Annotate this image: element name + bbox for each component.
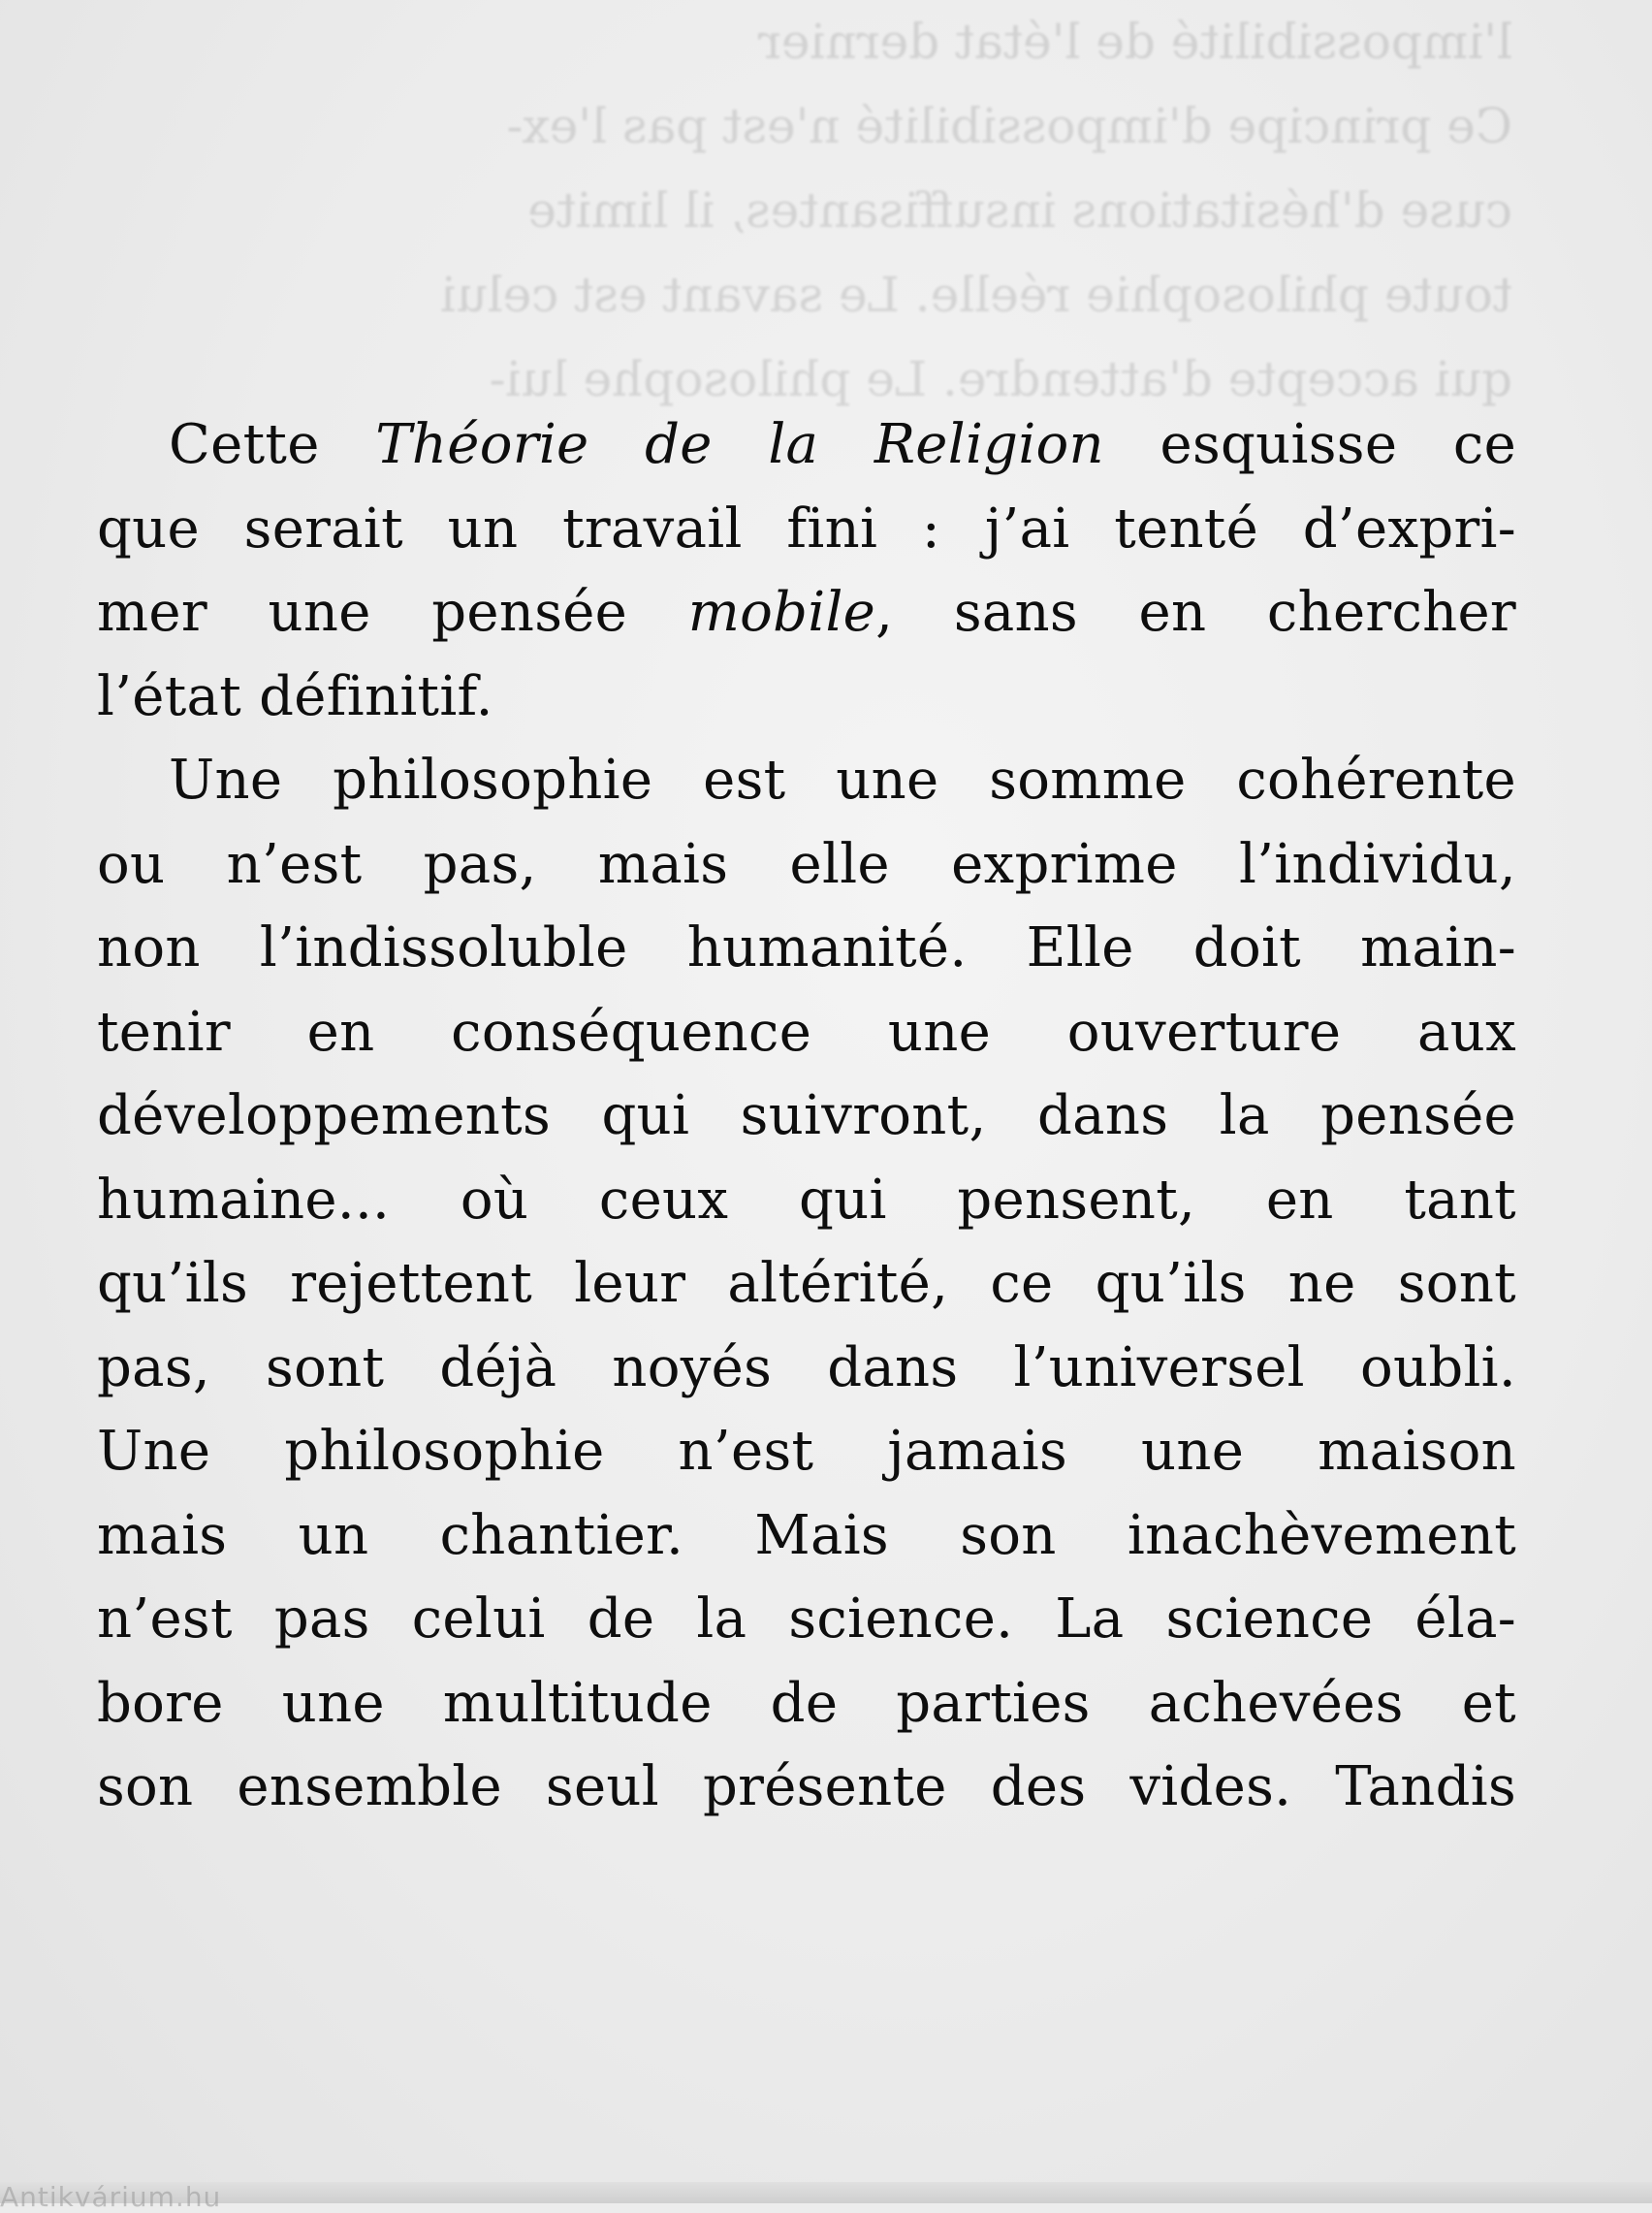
text-segment: mer une pensée <box>97 581 688 644</box>
text-line <box>97 488 1516 572</box>
text-segment: tenir en conséquence une ouverture aux <box>97 1000 1516 1064</box>
bleed-through-text <box>97 0 1512 407</box>
text-segment: humaine... où ceux qui pensent, en tant <box>97 1168 1516 1232</box>
text-line <box>97 1242 1516 1327</box>
paragraph <box>97 739 1516 1830</box>
watermark: Antikvárium.hu <box>0 2181 222 2213</box>
text-segment: Une philosophie est une somme cohérente <box>169 749 1516 812</box>
text-segment: développements qui suivront, dans la pensée <box>97 1084 1516 1147</box>
text-segment: l’état définitif. <box>97 664 493 728</box>
text-line <box>97 1410 1516 1494</box>
paragraph <box>97 403 1516 739</box>
text-segment: esquisse ce <box>1103 413 1517 476</box>
text-line <box>97 403 1516 488</box>
text-line <box>97 1327 1516 1411</box>
text-segment: n’est pas celui de la science. La science éla- <box>97 1588 1516 1651</box>
text-line <box>97 1074 1516 1159</box>
text-segment: ou n’est pas, mais elle exprime l’individu, <box>97 832 1516 896</box>
text-line <box>97 739 1516 823</box>
text-segment: qu’ils rejettent leur altérité, ce qu’ils ne sont <box>97 1252 1516 1315</box>
text-segment: bore une multitude de parties achevées et <box>97 1671 1516 1735</box>
text-segment: que serait un travail fini : j’ai tenté d’expri- <box>97 497 1516 561</box>
text-line <box>97 1578 1516 1662</box>
italic-text: Théorie de la Religion <box>375 413 1104 476</box>
text-line <box>97 571 1516 656</box>
text-segment: pas, sont déjà noyés dans l’universel oubli. <box>97 1335 1516 1399</box>
page-bottom-edge <box>0 2182 1652 2203</box>
text-segment: , sans en chercher <box>875 581 1516 644</box>
bleed-line: cuse d'hésitations insuffisantes, il limite <box>527 182 1512 239</box>
text-line <box>97 1494 1516 1579</box>
text-line <box>97 907 1516 991</box>
italic-text: mobile <box>687 581 876 644</box>
text-line <box>97 1159 1516 1243</box>
bleed-line: toute philosophie réelle. Le savant est celui <box>440 267 1512 323</box>
bleed-line: l'impossibilité de l'état dernier <box>757 14 1512 70</box>
text-segment: Cette <box>169 413 376 476</box>
text-line <box>97 1662 1516 1747</box>
text-line <box>97 823 1516 908</box>
text-line <box>97 656 1516 740</box>
body-text <box>97 403 1516 1830</box>
bleed-line: Ce principe d'impossibilité n'est pas l'ex- <box>506 98 1512 154</box>
bleed-line: qui accepte d'attendre. Le philosophe lui- <box>489 351 1512 407</box>
text-segment: Une philosophie n’est jamais une maison <box>97 1420 1516 1483</box>
text-segment: mais un chantier. Mais son inachèvement <box>97 1503 1516 1567</box>
text-segment: non l’indissoluble humanité. Elle doit main- <box>97 916 1516 979</box>
text-segment: son ensemble seul présente des vides. Tandis <box>97 1755 1516 1818</box>
text-line <box>97 1746 1516 1830</box>
text-line <box>97 991 1516 1075</box>
